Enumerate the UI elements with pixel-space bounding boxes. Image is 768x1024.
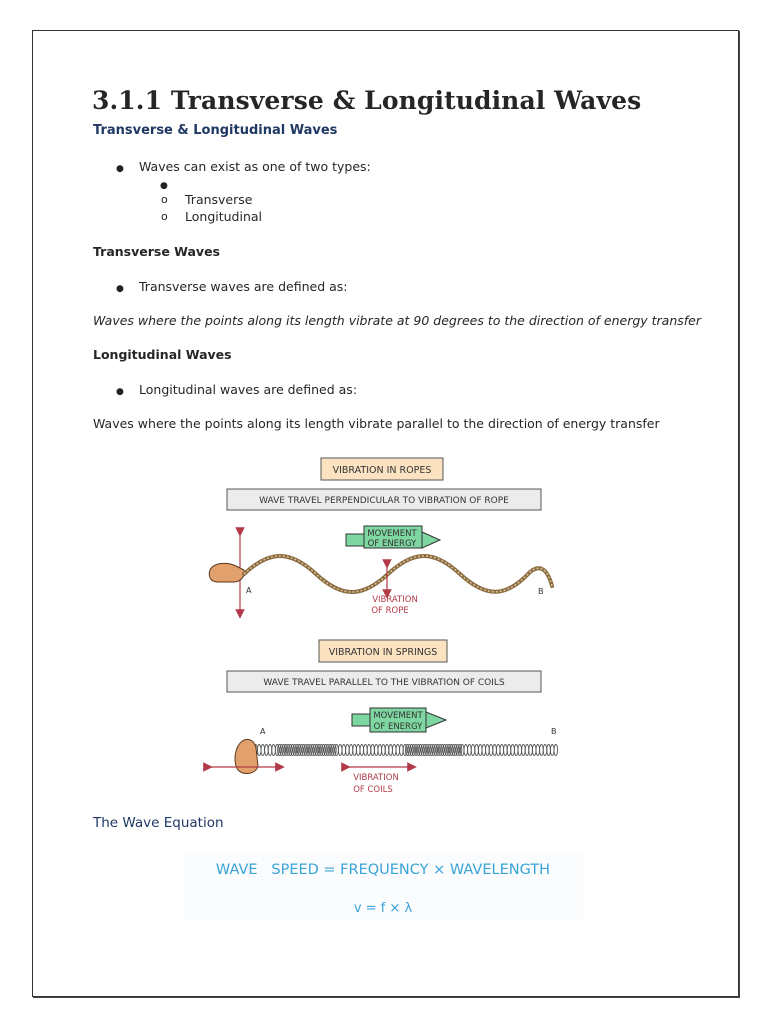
spring-coil <box>475 745 479 756</box>
spring-coil <box>550 745 554 756</box>
hand-icon <box>209 563 244 582</box>
equation-line2: v = f × λ <box>353 901 413 916</box>
transverse-bullet-text: Transverse waves are defined as: <box>139 279 348 294</box>
spring-coil <box>374 745 378 756</box>
spring-coil <box>486 745 490 756</box>
longitudinal-bullet-text: Longitudinal waves are defined as: <box>139 382 358 397</box>
type-longitudinal: Longitudinal <box>185 209 263 224</box>
spring-coil <box>356 745 360 756</box>
spring-coil <box>464 745 468 756</box>
spring-coil <box>382 745 386 756</box>
spring-coil <box>554 745 558 756</box>
spring-coil <box>353 745 357 756</box>
movement-springs-line1: MOVEMENT <box>373 711 423 721</box>
spring-coil <box>529 745 533 756</box>
spring-coil <box>536 745 540 756</box>
transverse-definition: Waves where the points along its length vibrate at 90 degrees to the direction of energy transfer <box>93 313 702 328</box>
spring-coil <box>364 745 368 756</box>
spring-coil <box>257 745 261 756</box>
longitudinal-heading: Longitudinal Waves <box>93 347 232 362</box>
spring-coil <box>371 745 375 756</box>
spring-coil <box>489 745 493 756</box>
waves-diagram <box>200 452 570 802</box>
spring-coil <box>493 745 497 756</box>
spring-coil <box>525 745 529 756</box>
empty-bullet-dot: ● <box>160 181 168 191</box>
springs-caption: WAVE TRAVEL PARALLEL TO THE VIBRATION OF COILS <box>263 678 505 688</box>
spring-coil <box>346 745 350 756</box>
spring-coil <box>468 745 472 756</box>
spring-coil <box>514 745 518 756</box>
coils-vibration-line2: OF COILS <box>353 785 393 795</box>
spring-coil <box>522 745 526 756</box>
spring-coil <box>400 745 404 756</box>
hand-spring-icon <box>235 739 258 773</box>
section-subtitle: Transverse & Longitudinal Waves <box>93 123 338 138</box>
movement-line2: OF ENERGY <box>367 539 417 549</box>
page-title: 3.1.1 Transverse & Longitudinal Waves <box>92 86 642 115</box>
bullet-dot: ● <box>116 387 124 397</box>
spring-coil <box>261 745 265 756</box>
spring-coil <box>500 745 504 756</box>
spring-coil <box>478 745 482 756</box>
spring-coil <box>396 745 400 756</box>
spring-coil <box>543 745 547 756</box>
spring-coil <box>385 745 389 756</box>
rope-wave <box>244 556 552 592</box>
spring-coil <box>389 745 393 756</box>
spring-coil <box>547 745 551 756</box>
sub-bullet-marker: o <box>161 210 168 223</box>
spring-coil <box>268 745 272 756</box>
sub-bullet-marker: o <box>161 193 168 206</box>
equation-line1: WAVE SPEED = FREQUENCY × WAVELENGTH <box>215 862 551 878</box>
spring-coil <box>532 745 536 756</box>
point-a-rope: A <box>246 586 252 595</box>
type-transverse: Transverse <box>185 192 253 207</box>
spring-coil <box>504 745 508 756</box>
equation-heading: The Wave Equation <box>93 815 224 831</box>
bullet-dot: ● <box>116 284 124 294</box>
point-b-spring: B <box>551 727 557 736</box>
intro-bullet-text: Waves can exist as one of two types: <box>139 159 371 174</box>
spring-coil <box>342 745 346 756</box>
spring-coil <box>482 745 486 756</box>
spring-coil <box>378 745 382 756</box>
rope-vibration-line2: OF ROPE <box>371 606 409 616</box>
spring-coils <box>250 745 557 756</box>
spring-coil <box>496 745 500 756</box>
longitudinal-definition: Waves where the points along its length vibrate parallel to the direction of energy transfer <box>93 416 660 431</box>
ropes-caption: WAVE TRAVEL PERPENDICULAR TO VIBRATION OF ROPE <box>259 496 509 506</box>
equation-box <box>183 850 583 920</box>
bullet-dot: ● <box>116 164 124 174</box>
point-a-spring: A <box>260 727 266 736</box>
spring-coil <box>367 745 371 756</box>
spring-coil <box>272 745 276 756</box>
springs-label: VIBRATION IN SPRINGS <box>328 647 438 658</box>
spring-coil <box>511 745 515 756</box>
movement-springs-line2: OF ENERGY <box>373 722 423 732</box>
point-b-rope: B <box>538 587 544 596</box>
movement-line1: MOVEMENT <box>367 529 417 539</box>
spring-coil <box>392 745 396 756</box>
spring-coil <box>360 745 364 756</box>
spring-coil <box>338 745 342 756</box>
transverse-heading: Transverse Waves <box>93 244 220 259</box>
spring-coil <box>518 745 522 756</box>
spring-coil <box>540 745 544 756</box>
rope-vibration-line1: VIBRATION <box>372 595 418 605</box>
coils-vibration-line1: VIBRATION <box>353 773 399 783</box>
spring-coil <box>507 745 511 756</box>
spring-coil <box>349 745 353 756</box>
ropes-label: VIBRATION IN ROPES <box>332 465 432 476</box>
rope-wave-texture <box>244 556 552 592</box>
spring-coil <box>265 745 269 756</box>
spring-coil <box>471 745 475 756</box>
